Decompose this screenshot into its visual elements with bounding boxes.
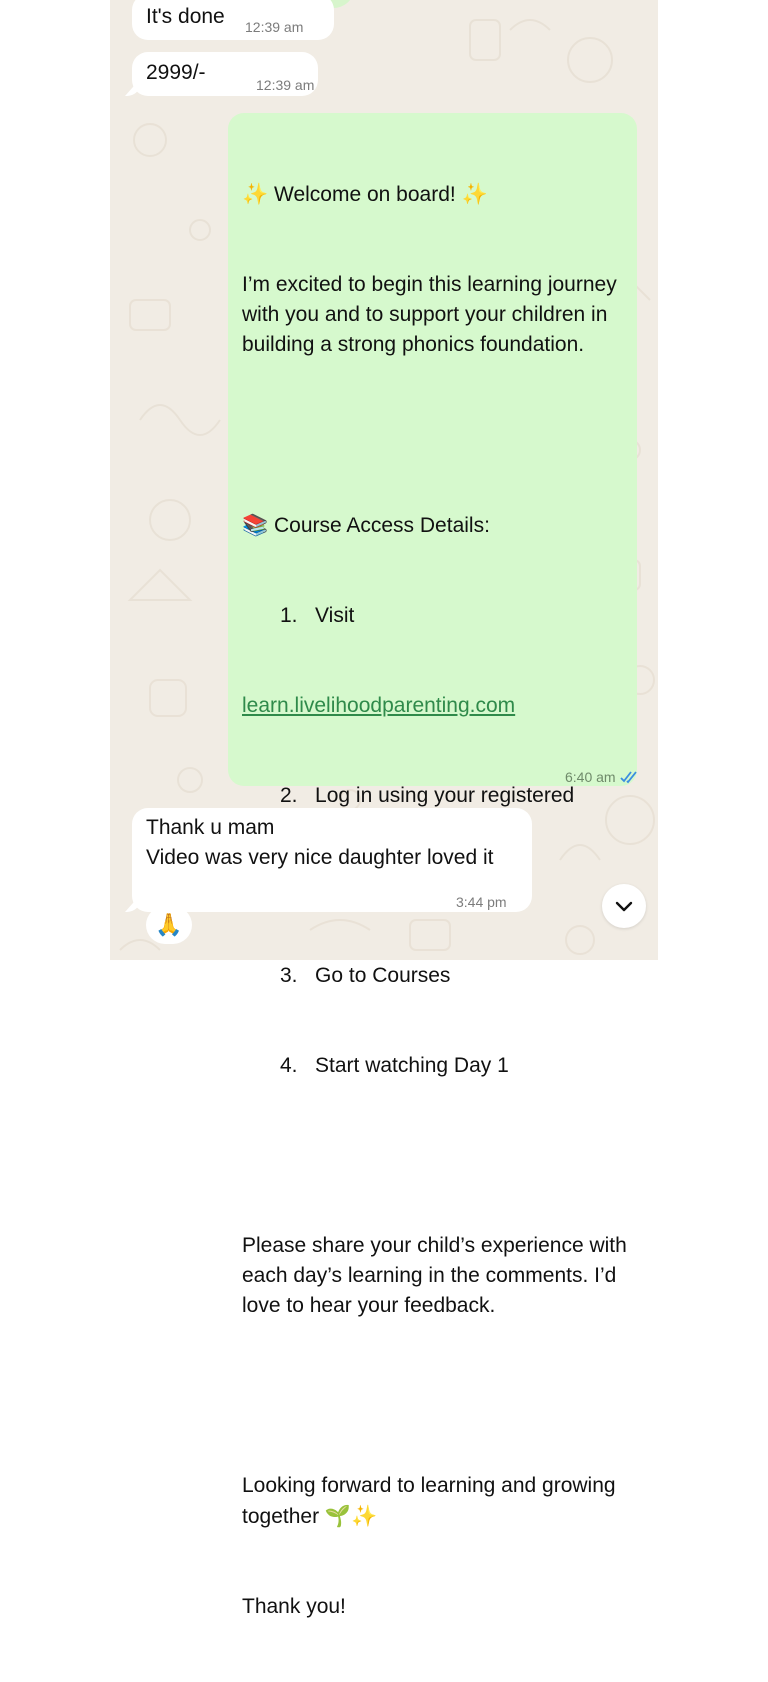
message-timestamp: 3:44 pm [456, 894, 507, 910]
step-4: 4. Start watching Day 1 [280, 1054, 509, 1077]
sparkles-icon: ✨ [461, 182, 488, 206]
intro-text: I’m excited to begin this learning journey with you and to support your children in building a strong phonics foundation. [242, 273, 623, 356]
message-line: Video was very nice daughter loved it [146, 846, 494, 869]
message-bubble-incoming[interactable] [132, 808, 532, 912]
folded-hands-reaction[interactable]: 🙏 [146, 906, 192, 944]
message-bubble-incoming[interactable] [132, 0, 334, 40]
books-icon: 📚 [242, 513, 269, 537]
thanks-text: Thank you! [242, 1595, 346, 1618]
message-bubble-incoming[interactable] [132, 52, 318, 96]
message-line: Thank u mam [146, 816, 275, 839]
sparkles-icon: ✨ [242, 182, 269, 206]
scroll-to-bottom-button[interactable] [602, 884, 646, 928]
message-meta [565, 762, 640, 792]
course-link[interactable]: learn.livelihoodparenting.com [242, 694, 516, 717]
message-text: It's done [146, 5, 225, 28]
message-text: 2999/- [146, 61, 206, 84]
message-timestamp: 12:39 am [245, 19, 304, 35]
message-timestamp: 6:40 am [565, 769, 616, 785]
step-1: 1. Visit [280, 604, 355, 627]
step-2: 2. Log in using your registered [280, 784, 575, 807]
double-check-read-icon [620, 771, 640, 783]
seedling-sparkles-icon: 🌱✨ [324, 1504, 378, 1528]
share-request-text: Please share your child’s experience with each day’s learning in the comments. I’d love to hear your feedback. [242, 1234, 633, 1317]
chevron-down-icon [615, 900, 633, 912]
section-heading: 📚 Course Access Details: [242, 513, 490, 537]
closing-text: Looking forward to learning and growing together 🌱✨ [242, 1474, 622, 1528]
step-3: 3. Go to Courses [280, 964, 451, 987]
welcome-heading: ✨ Welcome on board! ✨ [242, 182, 488, 206]
message-timestamp: 12:39 am [256, 77, 315, 93]
chat-area[interactable] [110, 0, 658, 1618]
message-body [146, 813, 516, 873]
